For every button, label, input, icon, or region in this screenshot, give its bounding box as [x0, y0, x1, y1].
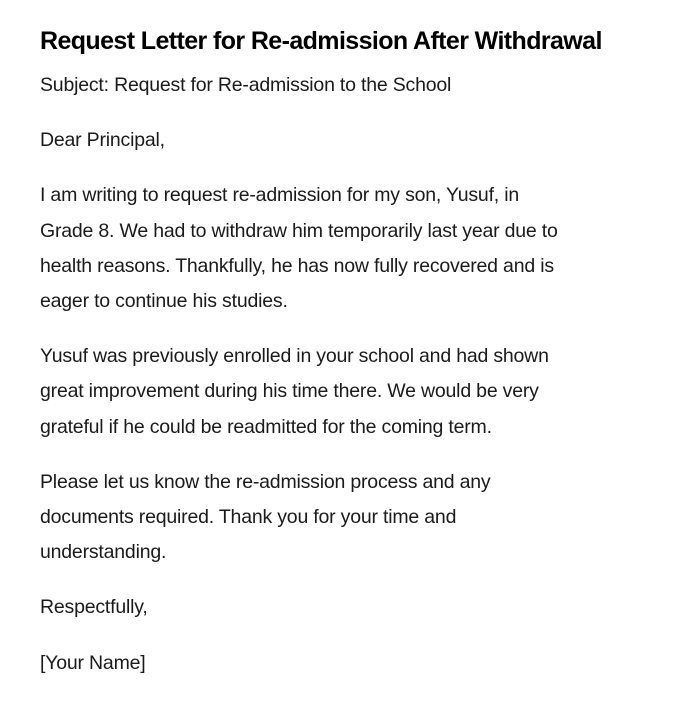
letter-closing — [40, 590, 660, 625]
signature-placeholder: [Your Name] — [40, 651, 146, 674]
paragraph-line: Yusuf was previously enrolled in your school and had shown — [40, 345, 549, 368]
paragraph-line: grateful if he could be readmitted for the coming term. — [40, 415, 492, 438]
subject-line: Subject: Request for Re-admission to the School — [40, 74, 452, 96]
body-paragraph-1 — [40, 178, 660, 319]
letter-salutation — [40, 123, 660, 158]
salutation-line: Dear Principal, — [40, 129, 165, 152]
paragraph-line: documents required. Thank you for your time and — [40, 506, 457, 529]
paragraph-line: great improvement during his time there. We would be very — [40, 380, 539, 403]
letter-signature — [40, 646, 660, 681]
letter-subject — [40, 68, 660, 103]
body-paragraph-3 — [40, 465, 660, 571]
letter-title: Request Letter for Re-admission After Withdrawal — [40, 27, 602, 55]
paragraph-line: understanding. — [40, 541, 167, 564]
paragraph-line: Please let us know the re-admission process and any — [40, 470, 491, 493]
body-paragraph-2 — [40, 339, 660, 445]
paragraph-line: health reasons. Thankfully, he has now fully recovered and is — [40, 254, 554, 277]
closing-line: Respectfully, — [40, 596, 148, 619]
paragraph-line: I am writing to request re-admission for my son, Yusuf, in — [40, 184, 519, 207]
paragraph-line: eager to continue his studies. — [40, 290, 288, 313]
paragraph-line: Grade 8. We had to withdraw him temporarily last year due to — [40, 219, 558, 242]
